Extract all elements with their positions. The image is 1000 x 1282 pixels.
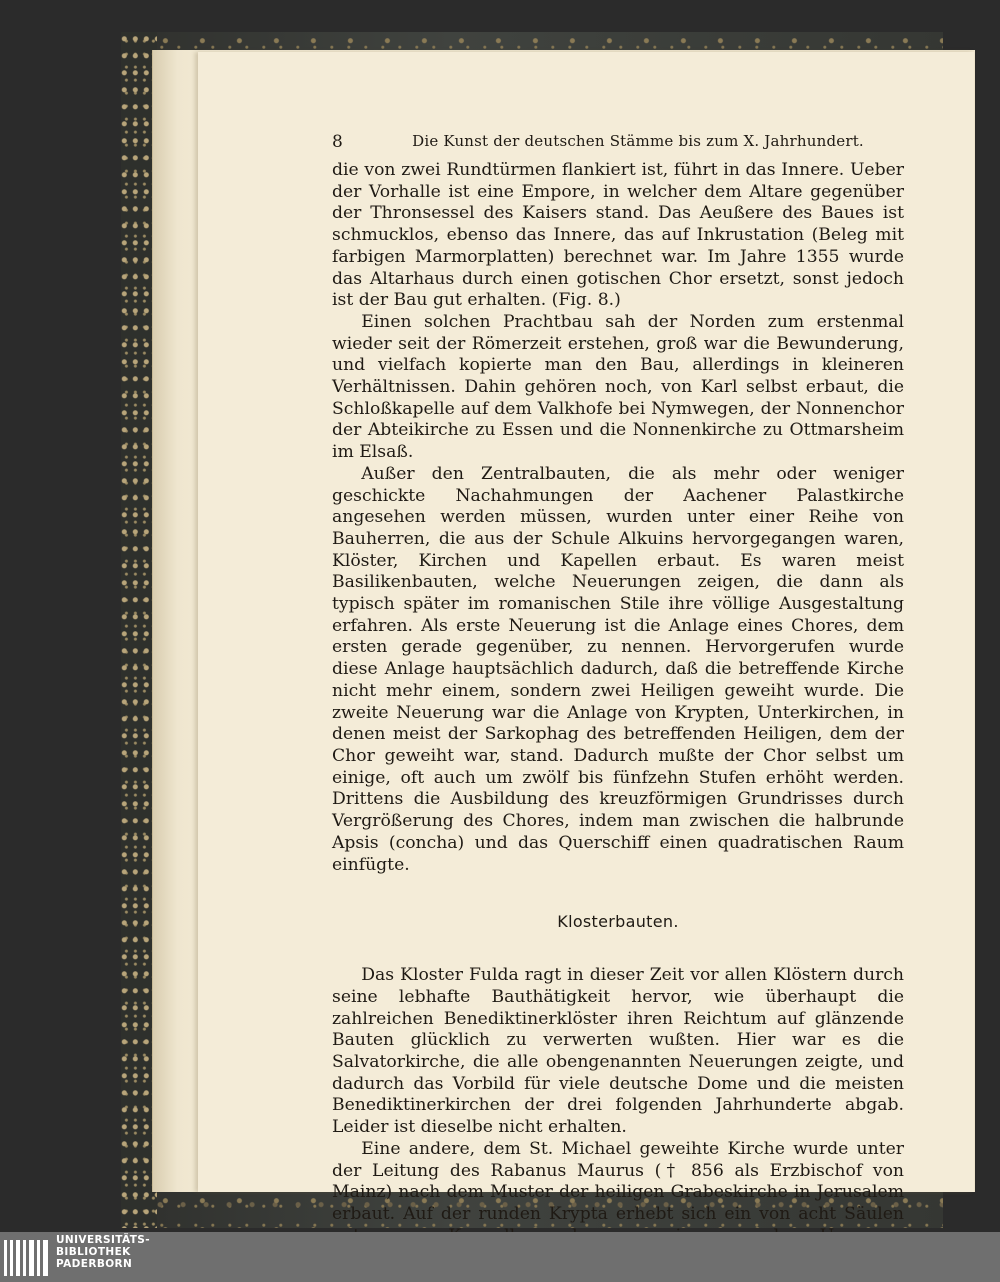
paragraph: die von zwei Rundtürmen flankiert ist, führt in das Innere. Ueber der Vorhalle ist eine Empore, in welcher dem Altare gegenüber der Thronsessel des Kaisers stand. Das Aeußere des Baues ist schmucklos, ebenso das Innere, das auf Inkrustation (Beleg mit farbigen Marmorplatten) berechnet war. Im Jahre 1355 wurde das Altarhaus durch einen gotischen Chor ersetzt, sonst jedoch ist der Bau gut erhalten. (Fig. 8.) <box>332 160 904 311</box>
page-number: 8 <box>332 132 343 152</box>
book-page <box>198 52 974 1224</box>
paragraph: Eine andere, dem St. Michael geweihte Kirche wurde unter der Leitung des Rabanus Maurus († 856 als Erzbischof von Mainz) nach dem Muster der heiligen Grabeskirche in Jerusalem erbaut. Auf der runden Krypta erhebt sich ein von acht Säulen <box>332 1138 904 1224</box>
library-logo-text <box>56 1234 150 1270</box>
library-logo-icon <box>4 1240 50 1276</box>
logo-line: BIBLIOTHEK <box>56 1246 131 1258</box>
logo-line: UNIVERSITÄTS- <box>56 1234 151 1246</box>
running-head: Die Kunst der deutschen Stämme bis zum X. Jahrhundert. <box>412 132 864 150</box>
logo-line: PADERBORN <box>56 1258 133 1270</box>
page-header <box>332 132 904 160</box>
library-footer-bar <box>0 1232 1000 1282</box>
paragraph: Außer den Zentralbauten, die als mehr oder weniger geschickte Nachahmungen der Aachener Palastkirche angesehen werden müssen, wurden unter einer Reihe von Bauherren, die aus der Schule Alkuins hervorgegangen waren, Klöster, Kirchen und Kapellen erbaut. Es waren meist Basilikenbauten, welche Neuerungen zeigen, die dann als typisch später im romanischen Stile ihre völlige Ausgestaltung erfahren. Als erste Neuerung ist die Anlage eines Chores, dem ersten gerade gegenüber, zu nennen. Hervorgerufen wurde diese Anlage hauptsächlich dadurch, daß die betreffende Kirche nicht mehr einem, sondern zwei Heiligen geweiht wurde. Die zweite Neuerung war die Anlage von Krypten, Unterkirchen, in denen meist der Sarkophag des betreffenden Heiligen, dem der Chor geweiht war, stand. Dadurch mußte der Chor selbst um einige, oft auch um zwölf bis fünfzehn Stufen erhöht werden. Drittens die Ausbildung des kreuzförmigen Grundrisses durch Vergrößerung des Chores, indem man zwischen die halbrunde Apsis (concha) und das Querschiff einen quadratischen Raum einfügte. <box>332 463 904 875</box>
paragraph: Einen solchen Prachtbau sah der Norden zum erstenmal wieder seit der Römerzeit erstehen, groß war die Bewunderung, und vielfach kopierte man den Bau, allerdings in kleineren Verhältnissen. Dahin gehören noch, von Karl selbst erbaut, die Schloßkapelle auf dem Valkhofe bei Nymwegen, der Nonnenchor der Abteikirche zu Essen und die Nonnenkirche zu Ottmarsheim im Elsaß. <box>332 311 904 463</box>
paragraph: Das Kloster Fulda ragt in dieser Zeit vor allen Klöstern durch seine lebhafte Bauthätigkeit hervor, wie überhaupt die zahlreichen Benediktinerklöster ihren Reichtum auf glänzende Bauten glücklich zu verwerten wußten. Hier war es die Salvatorkirche, die alle obengenannten Neuerungen zeigte, und dadurch das Vorbild für viele deutsche Dome und die meisten Benediktinerkirchen der drei folgenden Jahrhunderte abgab. Leider ist dieselbe nicht erhalten. <box>332 965 904 1138</box>
page-content <box>332 132 904 1269</box>
section-heading: Klosterbauten. <box>557 912 679 932</box>
